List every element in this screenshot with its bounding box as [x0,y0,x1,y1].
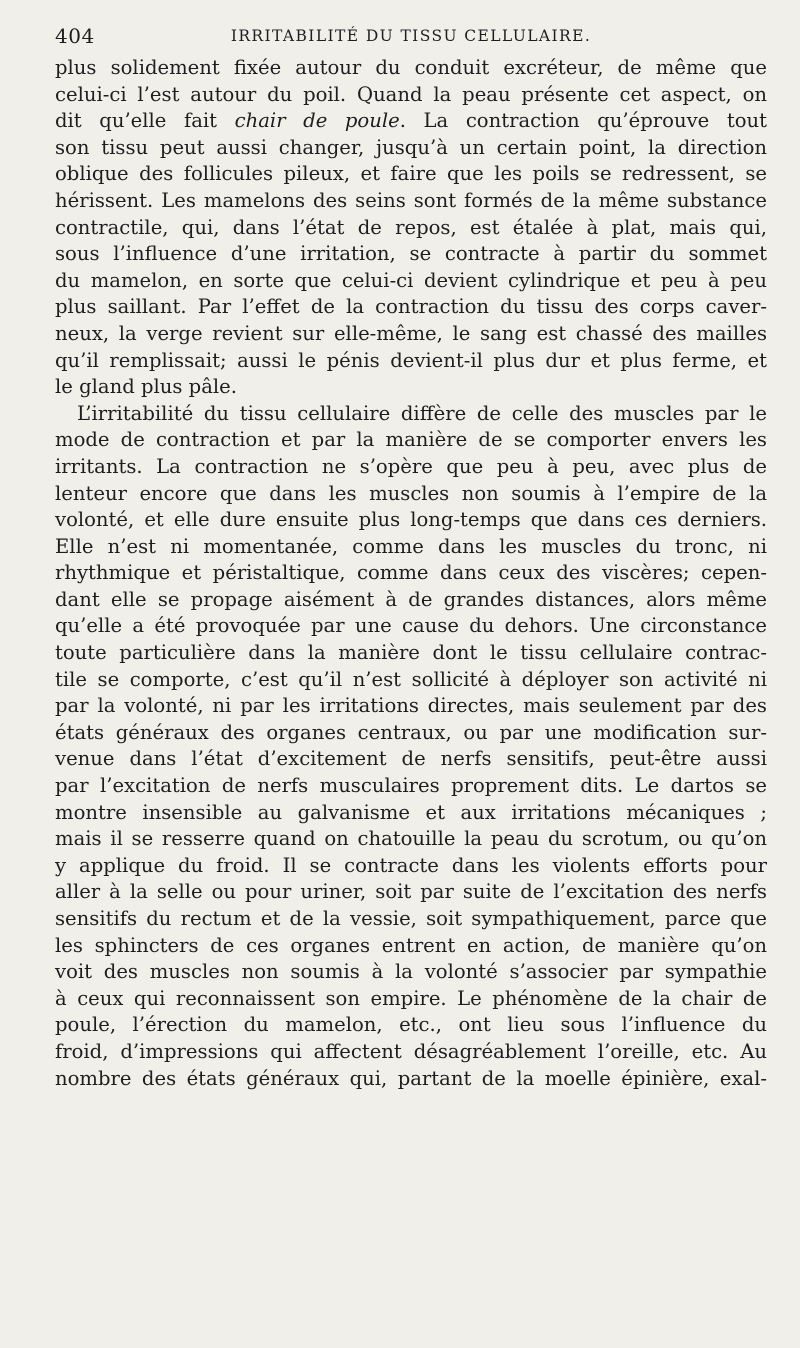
text-line: neux, la verge revient sur elle-même, le sang est chassé des mailles [55,321,767,345]
text-line: venue dans l’état d’excitement de nerfs sensitifs, peut-être aussi [55,747,767,771]
text-line: aller à la selle ou pour uriner, soit par suite de l’excitation des nerfs [55,880,767,904]
text-line: toute particulière dans la manière dont le tissu cellulaire contrac- [55,641,767,665]
text-line: à ceux qui reconnaissent son empire. Le phénomène de la chair de [55,986,767,1010]
text-line: les sphincters de ces organes entrent en action, de manière qu’on [55,933,767,957]
text-line: dant elle se propage aisément à de grandes distances, alors même [55,587,767,611]
running-title: IRRITABILITÉ DU TISSU CELLULAIRE. [230,27,592,45]
text-line: rhythmique et péristaltique, comme dans ceux des viscères; cepen- [55,561,767,585]
page-number: 404 [55,24,95,48]
text-line: froid, d’impressions qui affectent désagréablement l’oreille, etc. Au [55,1039,767,1063]
page-header [55,22,767,52]
text-line: sensitifs du rectum et de la vessie, soit sympathiquement, parce que [55,907,767,930]
text-line: tile se comporte, c’est qu’il n’est sollicité à déployer son activité ni [55,667,767,691]
text-line: mode de contraction et par la manière de se comporter envers les [55,428,767,452]
body-text [55,55,767,1092]
text-line: L’irritabilité du tissu cellulaire diffère de celle des muscles par le [77,401,767,425]
italic-term: chair de poule [234,109,400,133]
text-line: qu’elle a été provoquée par une cause du dehors. Une circonstance [55,614,767,638]
text-line: par la volonté, ni par les irritations directes, mais seulement par des [55,694,767,718]
text-line: sous l’influence d’une irritation, se contracte à partir du sommet [55,242,767,266]
text-line: oblique des follicules pileux, et faire que les poils se redressent, se [55,162,767,186]
text-line: celui-ci l’est autour du poil. Quand la peau présente cet aspect, on [55,82,767,106]
text-line: mais il se resserre quand on chatouille la peau du scrotum, ou qu’on [55,827,767,851]
text-line: voit des muscles non soumis à la volonté s’associer par sympathie [55,960,767,984]
text-line: son tissu peut aussi changer, jusqu’à un certain point, la direction [55,135,767,159]
text-line: poule, l’érection du mamelon, etc., ont lieu sous l’influence du [55,1013,767,1037]
text-line: par l’excitation de nerfs musculaires proprement dits. Le dartos se [55,774,767,798]
text-line: qu’il remplissait; aussi le pénis devient-il plus dur et plus ferme, et [55,348,767,372]
text-line [55,108,767,135]
text-line: lenteur encore que dans les muscles non soumis à l’empire de la [55,481,767,505]
text-line: contractile, qui, dans l’état de repos, est étalée à plat, mais qui, [55,215,767,239]
text-line: le gland plus pâle. [55,375,237,399]
text-line: états généraux des organes centraux, ou par une modification sur- [55,720,767,744]
text-line: volonté, et elle dure ensuite plus long-temps que dans ces derniers. [55,508,767,532]
text-segment: dit qu’elle fait [55,109,235,133]
text-line: plus saillant. Par l’effet de la contraction du tissu des corps caver- [55,295,767,319]
text-line: du mamelon, en sorte que celui-ci devient cylindrique et peu à peu [55,268,767,292]
text-line: hérissent. Les mamelons des seins sont formés de la même substance [55,188,767,212]
text-segment: . La contraction qu’éprouve tout [399,109,767,133]
text-line: plus solidement fixée autour du conduit excréteur, de même que [55,56,767,79]
text-line: Elle n’est ni momentanée, comme dans les muscles du tronc, ni [55,534,767,558]
text-line: montre insensible au galvanisme et aux irritations mécaniques ; [55,800,767,824]
text-line: nombre des états généraux qui, partant de la moelle épinière, exal- [55,1066,767,1090]
text-line: irritants. La contraction ne s’opère que peu à peu, avec plus de [55,454,767,478]
text-line: y applique du froid. Il se contracte dans les violents efforts pour [55,853,767,877]
